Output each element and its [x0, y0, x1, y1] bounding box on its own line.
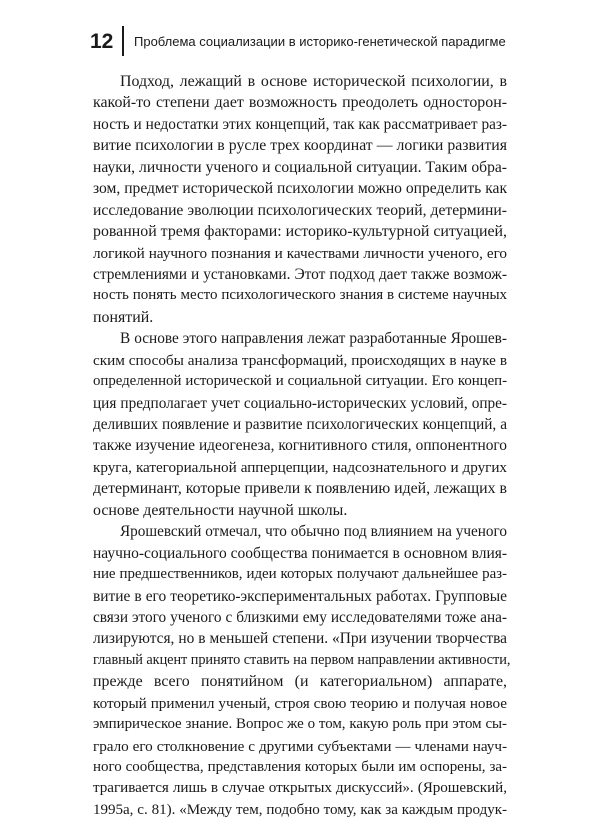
text-line: понятий. [93, 308, 154, 326]
text-line: какой-то степени дает возможность преодолеть односторон- [93, 94, 507, 112]
body-text [93, 71, 511, 821]
text-line: грало его столкновение с другими субъектами — членами науч- [93, 737, 507, 755]
text-line: определенной исторической и социальной ситуации. Его концеп- [93, 373, 507, 390]
text-line: эмпирическое знание. Вопрос же о том, какую роль при этом сы- [93, 716, 507, 733]
paragraph [93, 71, 507, 328]
text-line: исследование эволюции психологических теорий, детермини- [93, 201, 507, 219]
running-title: Проблема социализации в историко-генетической парадигме [134, 34, 506, 49]
text-line: зом, предмет исторической психологии можно определить как [93, 180, 507, 198]
paragraph [93, 328, 507, 521]
text-line: ние предшественников, идеи которых получают дальнейшее раз- [93, 566, 507, 583]
header-divider [122, 26, 124, 56]
text-line: Ярошевский отмечал, что обычно под влиянием на ученого [120, 523, 507, 541]
text-line: ция предполагает учет социально-исторических условий, опре- [93, 394, 507, 412]
text-line: ность и недостатки этих концепций, так как рассматривает раз- [93, 115, 507, 133]
text-line: детерминант, которые привели к появлению идей, лежащих в [93, 480, 507, 498]
text-line: круга, категориальной апперцепции, надсознательного и других [93, 458, 507, 476]
text-line: основе деятельности научной школы. [93, 501, 348, 519]
text-line: 1995а, с. 81). «Между тем, подобно тому, как за каждым продук- [93, 801, 507, 818]
text-line: витие психологии в русле трех координат — логики развития [93, 137, 507, 155]
text-line: ность понять место психологического знания в системе научных [93, 287, 507, 304]
text-line: ским способы анализа трансформаций, происходящих в науке в [93, 351, 507, 369]
page-number: 12 [90, 30, 114, 53]
text-line: ного сообщества, представления которых были им оспорены, за- [93, 759, 507, 775]
text-line: лизируются, но в меньшей степени. «При изучении творчества [93, 630, 507, 648]
text-line: научно-социального сообщества понимается в основном влия- [93, 544, 507, 562]
page-header [90, 22, 530, 62]
text-line: прежде всего понятийном (и категориальном) аппарате, [93, 673, 507, 691]
text-line: стремлениями и установками. Этот подход дает также возмож- [93, 265, 507, 283]
text-line: В основе этого направления лежат разработанные Ярошев- [120, 330, 507, 348]
text-line: который применил ученый, строя свою теорию и получая новое [93, 694, 507, 712]
text-line: Подход, лежащий в основе исторической психологии, в [120, 73, 507, 90]
text-line: также изучение идеогенеза, когнитивного стиля, оппонентного [93, 437, 507, 455]
text-line: связи этого ученого с близкими ему исследователями тоже ана- [93, 608, 507, 626]
paragraph [93, 521, 511, 821]
text-line: витие в его теоретико-экспериментальных работах. Групповые [93, 587, 507, 605]
text-line: трагивается лишь в случае открытых дискуссий». (Ярошевский, [93, 780, 507, 797]
text-line: главный акцент принято ставить на первом направлении активности, [93, 651, 511, 668]
text-line: науки, личности ученого и социальной ситуации. Таким обра- [93, 158, 507, 176]
text-line: рованной тремя факторами: историко-культурной ситуацией, [93, 223, 507, 241]
text-line: логикой научного познания и качествами личности ученого, его [93, 244, 507, 262]
text-line: деливших появление и развитие психологических концепций, а [93, 416, 507, 433]
